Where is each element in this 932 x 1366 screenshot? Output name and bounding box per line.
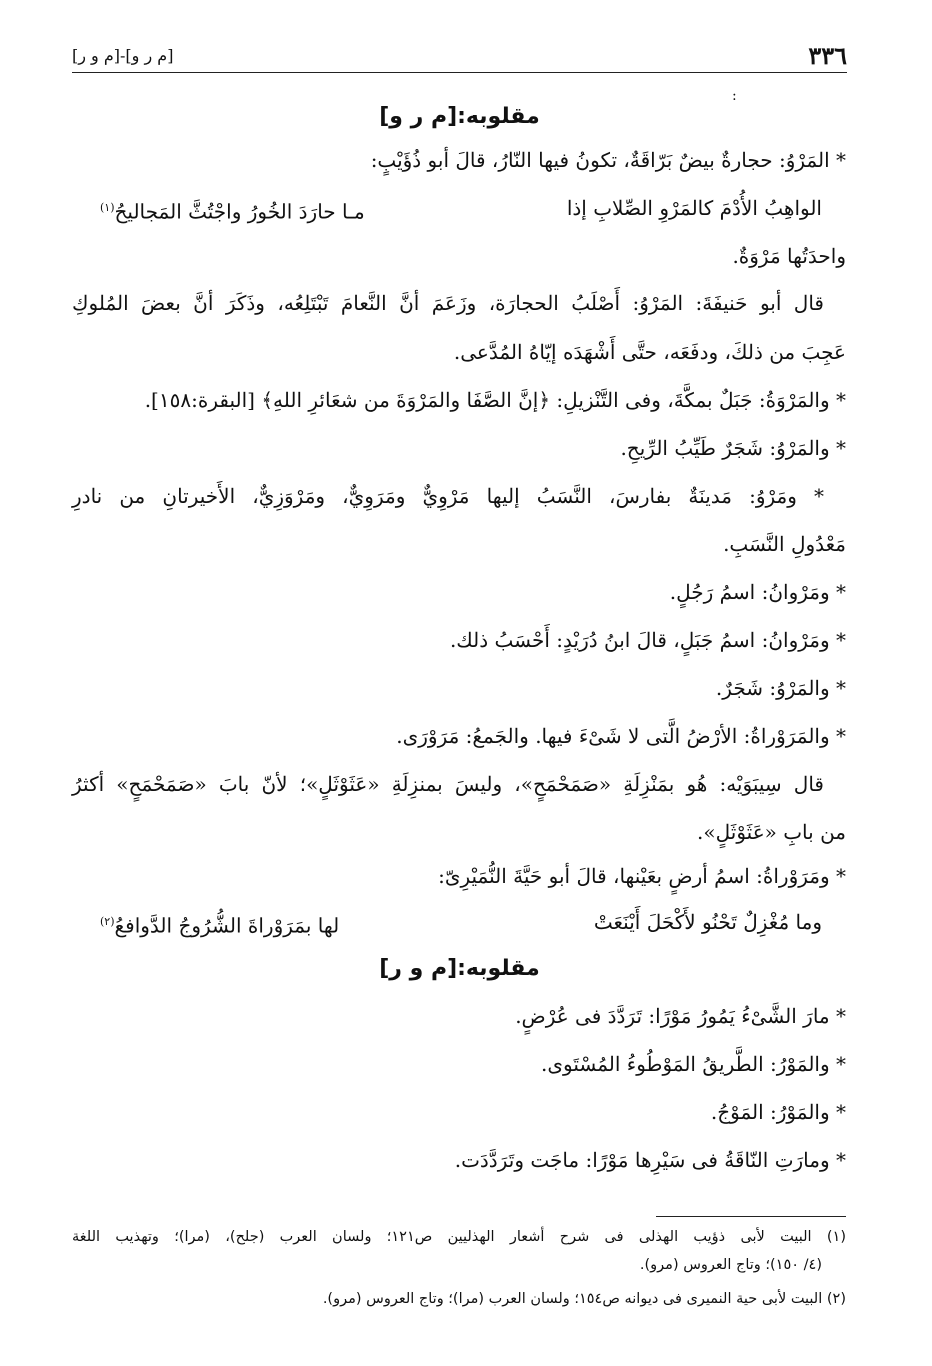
page-number: ٣٣٦: [808, 40, 847, 70]
section-heading-mwr: مقلوبه:[م و ر]: [379, 956, 540, 981]
entry-line: من بابِ «عَثَوْثَلٍ».: [697, 820, 846, 844]
entry-line: * ومَرْوُ: مَدينَةٌ بفارسَ، النَّسَبُ إليها مَرْوِيٌّ ومَرَوِيٌّ، ومَرْوَزِيٌّ، الأَخيرتانِ من نادرِ: [72, 484, 824, 508]
entry-line: * والمَرْوُ: شَجَرٌ.: [715, 676, 846, 700]
entry-line: قال سِيبَوَيْه: هُو بمَنْزِلَةِ «صَمَحْمَحٍ»، وليسَ بمنزِلَةِ «عَثَوْثَلٍ»؛ لأنّ بابَ «صَمَحْمَحٍ» أكثرُ: [72, 772, 824, 796]
verse-first-hemistich: وما مُغْزِلٌ تَحْنُو لأَكْحَلَ أَيْنَعَتْ: [593, 910, 822, 934]
entry-line: * ومارَتِ النّاقَةُ فى سَيْرِها مَوْرًا: ماجَت وتَرَدَّدَت.: [454, 1148, 846, 1172]
entry-line: * مارَ الشَّىْءُ يَمُورُ مَوْرًا: تَرَدَّدَ فى عُرْضٍ.: [515, 1004, 846, 1028]
entry-line: واحدَتُها مَرْوَةٌ.: [732, 244, 846, 268]
footnote-divider: [656, 1216, 846, 1217]
verse-second-hemistich: لها بمَرَوْراةَ الشُّرُوجُ الدَّوافعُ$^{(٢)}$: [100, 913, 340, 938]
entry-line: * والمَرْوُ: شَجَرٌ طَيِّبُ الرِّيحِ.: [620, 436, 846, 460]
page-header: [72, 38, 847, 73]
section-heading-mrw: مقلوبه:[م ر و]: [379, 104, 540, 129]
entry-line: * والمَوْرُ: الطَّريقُ المَوْطُوءُ المُسْتَوى.: [541, 1052, 846, 1076]
footnote-ref: (١): [100, 201, 115, 214]
footnote-1-cont: (٤/ ١٥٠)؛ وتاج العروس (مرو).: [639, 1257, 822, 1273]
verse-second-hemistich: مـا حارَدَ الخُورُ واجْتُثَّ المَجاليحُ$^{(١)}$: [100, 199, 365, 224]
verse-abu-hayya: [100, 906, 822, 942]
footnote-ref: (٢): [100, 915, 115, 928]
entry-line: * والمَرْوَةُ: جَبَلٌ بمكَّةَ، وفى التَّنْزيلِ: ﴿إنَّ الصَّفَا والمَرْوَةَ من شعَائرِ اللهِ﴾ [البقرة:١٥٨].: [144, 388, 846, 412]
entry-line: * والمَرَوْراةُ: الأرْضُ الَّتى لا شَىْءَ فيها. والجَمعُ: مَرَوْرَى.: [396, 724, 846, 748]
footnote-2: (٢) البيت لأبى حية النميرى فى ديوانه ص١٥٤؛ ولسان العرب (مرا)؛ وتاج العروس (مرو).: [322, 1291, 846, 1307]
entry-line: عَجِبَ من ذلكَ، ودفَعَه، حتَّى أَشْهَدَه إيّاهُ المُدَّعى.: [453, 340, 846, 364]
verse-first-hemistich: الواهِبُ الأُدْمَ كالمَرْوِ الصِّلابِ إذا: [566, 196, 822, 220]
verse-abu-dhuayb: [100, 192, 822, 228]
entry-line: * ومَرْوانُ: اسمُ رَجُلٍ.: [669, 580, 846, 604]
footnote-1: (١) البيت لأبى ذؤيب الهذلى فى شرح أشعار الهذليين ص١٢١؛ ولسان العرب (جلح)، (مرا)؛ وتهذيب اللغة: [72, 1229, 846, 1245]
entry-line: * المَرْوُ: حجارةٌ بيضٌ بَرّاقَةٌ، تكونُ فيها النّارُ، قالَ أبو ذُؤَيْبٍ:: [370, 148, 846, 172]
entry-line: * والمَوْرُ: المَوْجُ.: [710, 1100, 846, 1124]
entry-line: * ومَرْوانُ: اسمُ جَبَلٍ، قالَ ابنُ دُرَيْدٍ: أَحْسَبُ ذلك.: [449, 628, 846, 652]
entry-line: قال أبو حَنيفَةَ: المَرْوُ: أَصْلَبُ الحجارَة، وزَعَمَ أنَّ النَّعامَ تَبْتَلِعُه، وذَكَرَ أنَّ بعضَ المُلوكِ: [72, 291, 824, 315]
entry-line: * ومَرَوْراةُ: اسمُ أرضٍ بعَيْنها، قالَ أبو حَيَّةَ النُّمَيْرِىّ:: [438, 864, 846, 888]
stray-mark: :: [732, 88, 737, 104]
running-head: [م ر و]-[م و ر]: [72, 45, 174, 65]
entry-line: مَعْدُولِ النَّسَبِ.: [723, 532, 846, 556]
